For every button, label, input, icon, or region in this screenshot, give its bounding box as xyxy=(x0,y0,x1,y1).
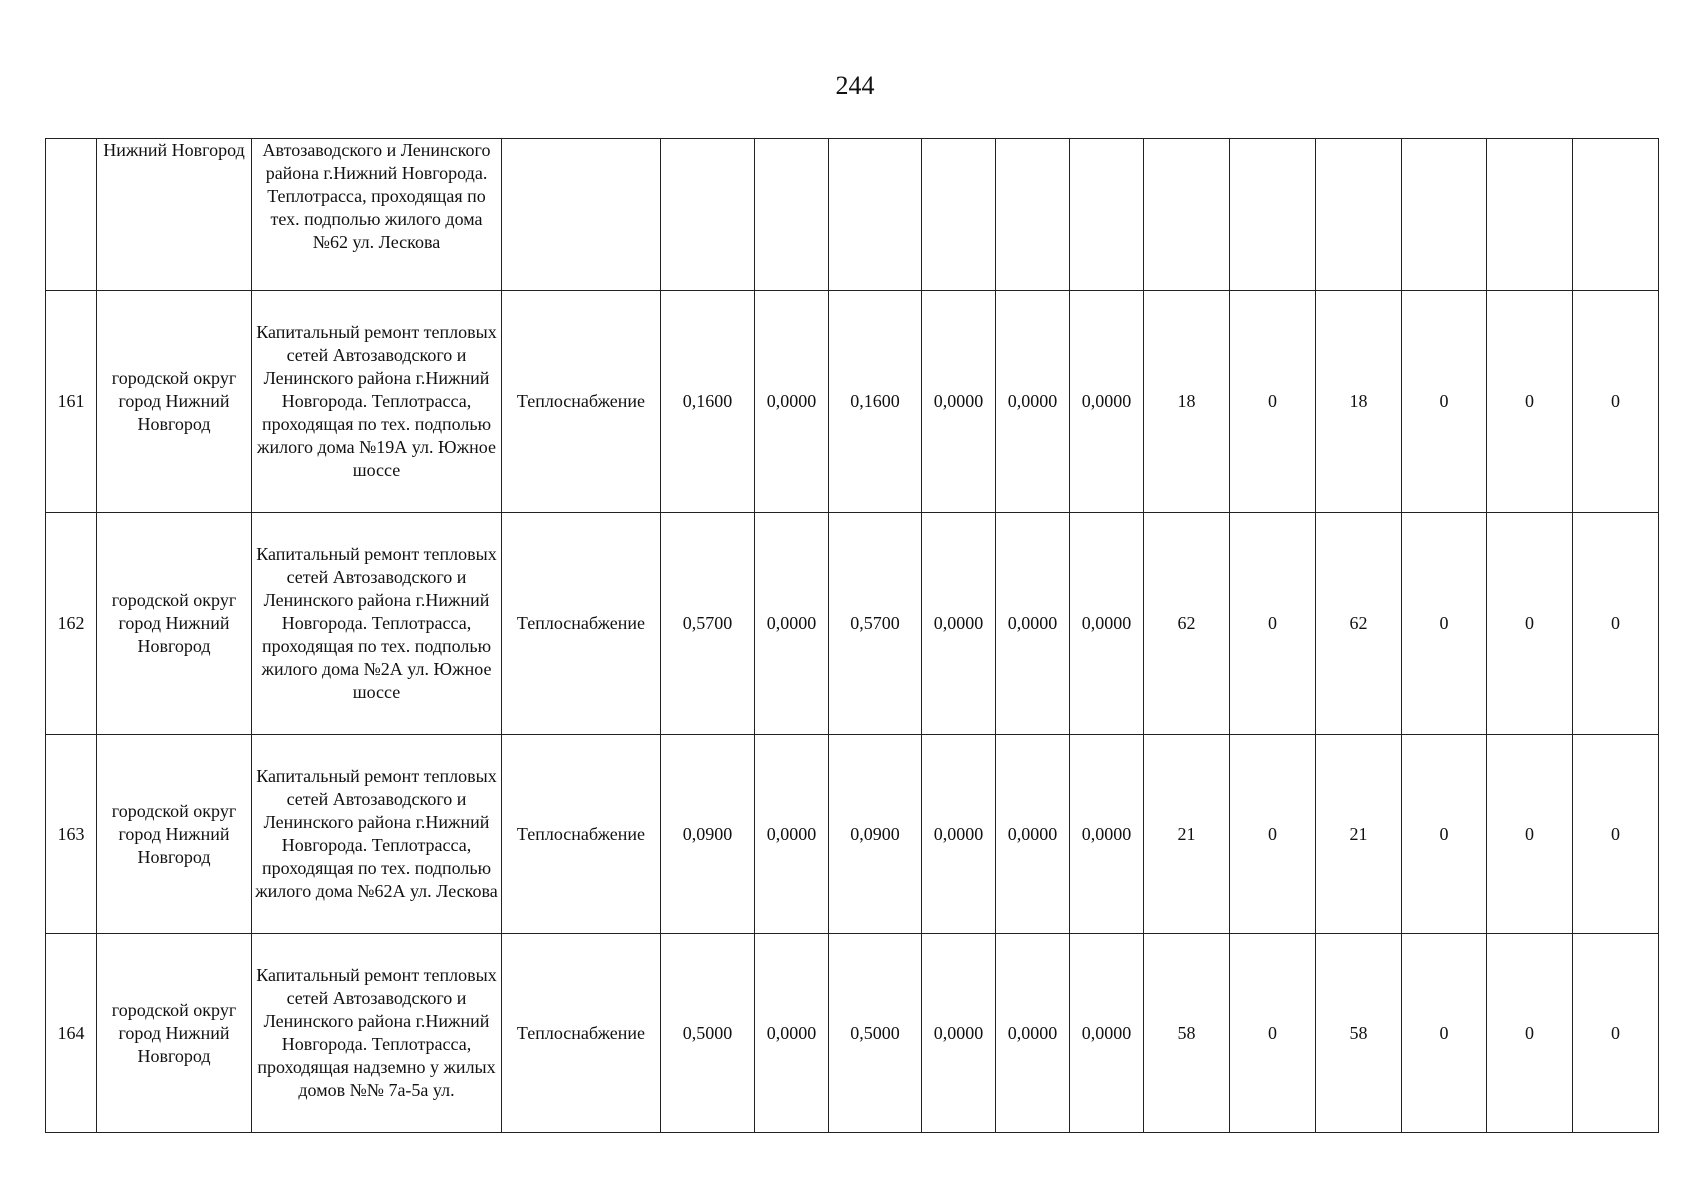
value-cell: 0,0000 xyxy=(922,735,996,934)
value-cell: 21 xyxy=(1316,735,1402,934)
value-cell: 0 xyxy=(1487,513,1573,735)
data-table xyxy=(45,138,1659,1133)
description-cell: Капитальный ремонт тепловых сетей Автозаводского и Ленинского района г.Нижний Новгорода. Теплотрасса, проходящая надземно у жилых домов №№ 7а-5а ул. xyxy=(252,934,502,1133)
value-cell: 21 xyxy=(1144,735,1230,934)
type-cell: Теплоснабжение xyxy=(502,291,661,513)
value-cell: 58 xyxy=(1316,934,1402,1133)
value-cell: 0 xyxy=(1487,735,1573,934)
table-row xyxy=(46,735,1659,934)
value-cell: 0,0000 xyxy=(922,291,996,513)
municipality-cell: городской округ город Нижний Новгород xyxy=(97,934,252,1133)
municipality-cell: Нижний Новгород xyxy=(97,139,252,291)
type-cell: Теплоснабжение xyxy=(502,934,661,1133)
value-cell: 0 xyxy=(1487,291,1573,513)
value-cell: 0,5000 xyxy=(829,934,922,1133)
row-number-cell: 164 xyxy=(46,934,97,1133)
value-cell: 0 xyxy=(1487,934,1573,1133)
value-cell: 0,0900 xyxy=(829,735,922,934)
description-cell: Капитальный ремонт тепловых сетей Автозаводского и Ленинского района г.Нижний Новгорода. Теплотрасса, проходящая по тех. подполью жилого дома №2А ул. Южное шоссе xyxy=(252,513,502,735)
value-cell: 0 xyxy=(1402,513,1487,735)
table-row xyxy=(46,291,1659,513)
value-cell: 0,0000 xyxy=(996,735,1070,934)
value-cell: 62 xyxy=(1144,513,1230,735)
value-cell: 0,0000 xyxy=(922,934,996,1133)
value-cell: 0,0000 xyxy=(1070,291,1144,513)
type-cell: Теплоснабжение xyxy=(502,513,661,735)
value-cell: 0 xyxy=(1230,513,1316,735)
value-cell: 0,0000 xyxy=(996,291,1070,513)
value-cell: 18 xyxy=(1144,291,1230,513)
value-cell xyxy=(1487,139,1573,291)
description-cell: Автозаводского и Ленинского района г.Нижний Новгорода. Теплотрасса, проходящая по тех. подполью жилого дома №62 ул. Лескова xyxy=(252,139,502,291)
value-cell: 0,5700 xyxy=(661,513,755,735)
value-cell: 0,5000 xyxy=(661,934,755,1133)
value-cell: 0 xyxy=(1230,291,1316,513)
value-cell: 0 xyxy=(1230,735,1316,934)
page-number: 244 xyxy=(835,71,875,100)
value-cell: 0 xyxy=(1573,513,1659,735)
value-cell: 0 xyxy=(1573,735,1659,934)
description-cell: Капитальный ремонт тепловых сетей Автозаводского и Ленинского района г.Нижний Новгорода. Теплотрасса, проходящая по тех. подполью жилого дома №62А ул. Лескова xyxy=(252,735,502,934)
value-cell xyxy=(1230,139,1316,291)
value-cell xyxy=(922,139,996,291)
value-cell xyxy=(1402,139,1487,291)
municipality-cell: городской округ город Нижний Новгород xyxy=(97,291,252,513)
value-cell: 62 xyxy=(1316,513,1402,735)
value-cell xyxy=(1316,139,1402,291)
value-cell xyxy=(661,139,755,291)
value-cell: 0,0000 xyxy=(755,513,829,735)
value-cell: 0,1600 xyxy=(661,291,755,513)
value-cell: 0 xyxy=(1230,934,1316,1133)
value-cell: 0,0000 xyxy=(996,934,1070,1133)
type-cell: Теплоснабжение xyxy=(502,735,661,934)
table-row xyxy=(46,934,1659,1133)
value-cell: 0 xyxy=(1402,291,1487,513)
municipality-cell: городской округ город Нижний Новгород xyxy=(97,513,252,735)
value-cell: 0,0000 xyxy=(922,513,996,735)
value-cell xyxy=(1070,139,1144,291)
description-cell: Капитальный ремонт тепловых сетей Автозаводского и Ленинского района г.Нижний Новгорода. Теплотрасса, проходящая по тех. подполью жилого дома №19А ул. Южное шоссе xyxy=(252,291,502,513)
value-cell: 0,0000 xyxy=(755,735,829,934)
row-number-cell xyxy=(46,139,97,291)
row-number-cell: 162 xyxy=(46,513,97,735)
value-cell xyxy=(829,139,922,291)
value-cell: 0,5700 xyxy=(829,513,922,735)
row-number-cell: 161 xyxy=(46,291,97,513)
value-cell: 18 xyxy=(1316,291,1402,513)
value-cell: 0,0000 xyxy=(755,934,829,1133)
value-cell: 0,0000 xyxy=(755,291,829,513)
value-cell: 0,0000 xyxy=(1070,934,1144,1133)
value-cell: 0,0000 xyxy=(1070,513,1144,735)
value-cell: 0,0000 xyxy=(1070,735,1144,934)
value-cell: 0 xyxy=(1402,735,1487,934)
value-cell xyxy=(1144,139,1230,291)
value-cell: 0,1600 xyxy=(829,291,922,513)
value-cell xyxy=(755,139,829,291)
table-row xyxy=(46,513,1659,735)
municipality-cell: городской округ город Нижний Новгород xyxy=(97,735,252,934)
value-cell: 0 xyxy=(1402,934,1487,1133)
value-cell xyxy=(996,139,1070,291)
value-cell: 0,0900 xyxy=(661,735,755,934)
table-row xyxy=(46,139,1659,291)
value-cell xyxy=(1573,139,1659,291)
row-number-cell: 163 xyxy=(46,735,97,934)
value-cell: 0 xyxy=(1573,934,1659,1133)
value-cell: 0,0000 xyxy=(996,513,1070,735)
type-cell xyxy=(502,139,661,291)
value-cell: 0 xyxy=(1573,291,1659,513)
value-cell: 58 xyxy=(1144,934,1230,1133)
